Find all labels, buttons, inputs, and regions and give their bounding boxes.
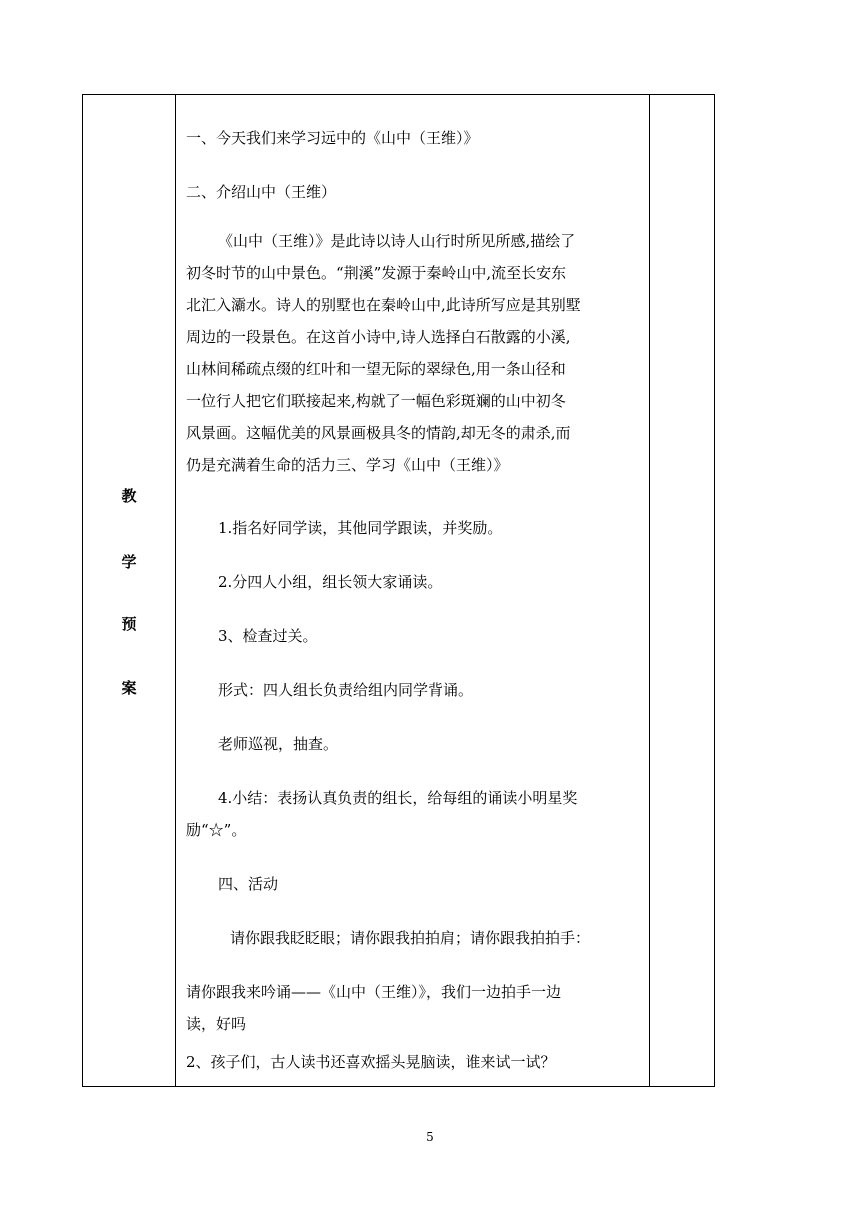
paragraph-line: 仍是充满着生命的活力三、学习《山中（王维）》 <box>186 456 509 474</box>
column-divider-left <box>175 95 176 1086</box>
paragraph-line: 一位行人把它们联接起来,构就了一幅色彩斑斓的山中初冬 <box>186 392 566 410</box>
step-1: 1.指名好同学读，其他同学跟读，并奖励。 <box>218 519 503 537</box>
section-heading-4: 四、活动 <box>218 875 279 893</box>
step-4-line-1: 4.小结：表扬认真负责的组长，给每组的诵读小明星奖 <box>218 789 578 807</box>
column-divider-right <box>649 95 650 1086</box>
page-number: 5 <box>426 1130 434 1144</box>
paragraph-line: 周边的一段景色。在这首小诗中,诗人选择白石散露的小溪, <box>186 328 571 346</box>
step-4-line-2: 励“☆”。 <box>186 821 247 839</box>
activity-line-3: 读，好吗 <box>186 1015 247 1033</box>
section-heading-2: 二、介绍山中（王维） <box>186 183 337 201</box>
step-form: 形式：四人组长负责给组内同学背诵。 <box>218 681 474 699</box>
activity-line-4: 2、孩子们，古人读书还喜欢摇头晃脑读，谁来试一试？ <box>186 1053 556 1071</box>
paragraph-line: 山林间稀疏点缀的红叶和一望无际的翠绿色,用一条山径和 <box>186 360 566 378</box>
paragraph-line: 风景画。这幅优美的风景画极具冬的情韵,却无冬的肃杀,而 <box>186 424 571 442</box>
step-3: 3、检查过关。 <box>218 627 318 645</box>
paragraph-line: 初冬时节的山中景色。“荆溪”发源于秦岭山中,流至长安东 <box>186 264 567 282</box>
section-heading-1: 一、今天我们来学习远中的《山中（王维）》 <box>186 129 479 147</box>
activity-line-2: 请你跟我来吟诵——《山中（王维）》，我们一边拍手一边 <box>186 983 562 1001</box>
intro-paragraph <box>186 230 646 486</box>
side-label-char-3: 预 <box>121 615 137 633</box>
side-label-char-4: 案 <box>121 679 137 697</box>
step-teacher: 老师巡视，抽查。 <box>218 735 339 753</box>
side-label-char-2: 学 <box>121 553 137 571</box>
paragraph-line: 《山中（王维）》是此诗以诗人山行时所见所感,描绘了 <box>218 232 576 250</box>
paragraph-line: 北汇入灞水。诗人的别墅也在秦岭山中,此诗所写应是其别墅 <box>186 296 581 314</box>
step-2: 2.分四人小组，组长领大家诵读。 <box>218 573 443 591</box>
activity-line-1: 请你跟我眨眨眼；请你跟我拍拍肩；请你跟我拍拍手： <box>230 929 591 947</box>
side-label-char-1: 教 <box>121 487 137 505</box>
